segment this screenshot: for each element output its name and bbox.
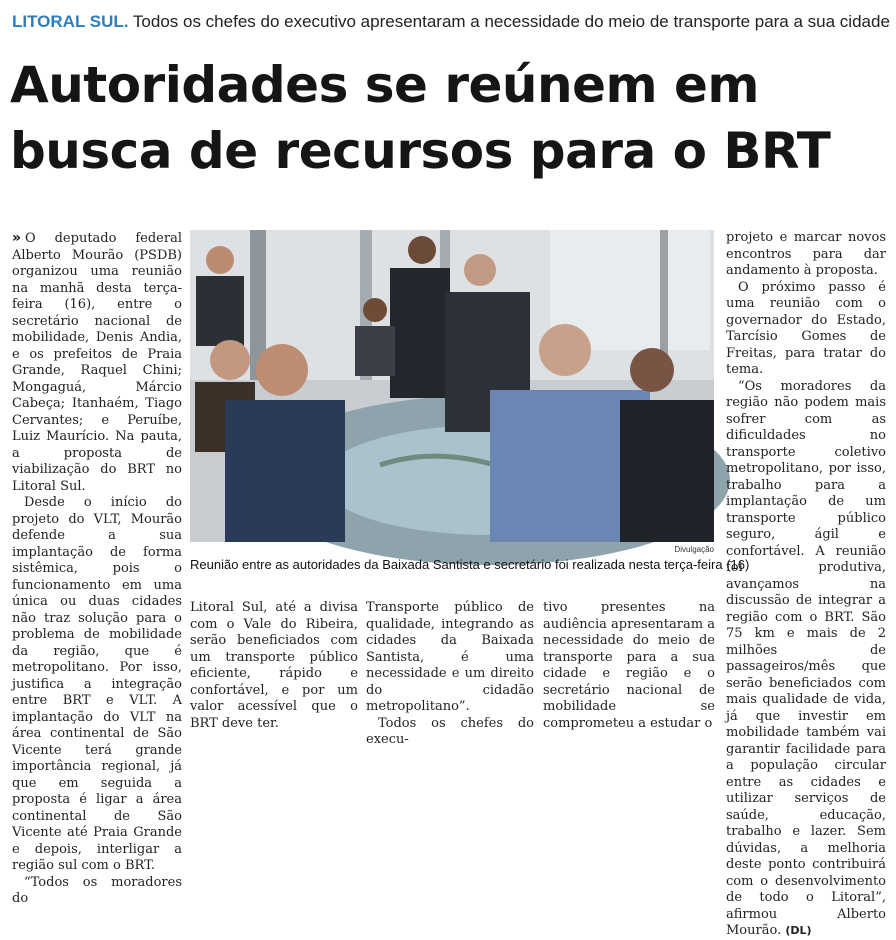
paragraph: Litoral Sul, até a divisa com o Vale do Ribeira, serão beneficiados com um transporte público eficiente, rápido e confortável, e por um valor acessível que o BRT deve ter. — [190, 600, 358, 731]
paragraph: Desde o início do projeto do VLT, Mourão defende a sua implantação de forma sistêmica, pois o funcionamento em uma única ou duas cidades não traz solução para o problema de mobilidade da região, que é metropolitano. Por isso, justifica a integração entre BRT e VLT. A implantação do VLT na área continental de São Vicente terá grande importância regional, já que em seguida a proposta é ligar a área continental de São Vicente até Praia Grande e depois, interligar a região sul com o BRT. — [12, 495, 182, 873]
article-column-4 — [543, 600, 715, 732]
meeting-photo — [190, 230, 714, 542]
paragraph: Transporte público de qualidade, integrando as cidades da Baixada Santista, é uma necessidade e um direito do cidadão metropolitano”. — [366, 600, 534, 714]
paragraph: Todos os chefes do execu- — [366, 715, 534, 747]
paragraph: O próximo passo é uma reunião com o governador do Estado, Tarcísio Gomes de Freitas, para tratar do tema. — [726, 279, 886, 377]
article-column-2 — [190, 600, 358, 732]
author-signature: (DL) — [785, 924, 812, 937]
article-column-3 — [366, 600, 534, 749]
article-column-5 — [726, 230, 886, 938]
chevron-right-icon: » — [12, 230, 22, 246]
photo-credit: Divulgação — [674, 545, 714, 554]
photo-caption: Reunião entre as autoridades da Baixada Santista e secretário foi realizada nesta terça-feira (16) — [190, 557, 750, 572]
paragraph — [726, 379, 886, 940]
kicker-subtitle: Todos os chefes do executivo apresentaram a necessidade do meio de transporte para a sua cidade — [132, 12, 890, 31]
headline — [10, 52, 890, 184]
paragraph: tivo presentes na audiência apresentaram a necessidade do meio de transporte para a sua cidade e região e o secretário nacional de mobilidade se comprometeu a estudar o — [543, 600, 715, 731]
headline-line-2: busca de recursos para o BRT — [10, 122, 831, 180]
lead-text: O deputado federal Alberto Mourão (PSDB) organizou uma reunião na manhã desta terça-feira (16), entre o secretário nacional de mobilidade, Denis Andia, e os prefeitos de Praia Grande, Raquel Chini; Mongaguá, Márcio Cabeça; Itanhaém, Tiago Cervantes; e Peruíbe, Luiz Maurício. Na pauta, a proposta de viabilização do BRT no Litoral Sul. — [12, 231, 182, 494]
meeting-photo-illustration — [190, 230, 714, 542]
article-column-1 — [12, 230, 182, 906]
paragraph — [12, 230, 182, 495]
kicker-line — [12, 12, 888, 38]
section-tag: LITORAL SUL. — [12, 12, 129, 31]
headline-line-1: Autoridades se reúnem em — [10, 56, 760, 114]
quote-text: “Os moradores da região não podem mais sofrer com as dificuldades no transporte coletivo metropolitano, por isso, trabalho para a implantação de um transporte público seguro, ágil e confortável. A reunião foi produtiva, avançamos na discussão de integrar a região com o BRT. São 75 km e mais de 2 milhões de passageiros/mês que serão beneficiados com mais qualidade de vida, já que investir em mobilidade também vai garantir facilidade para a população circular entre as cidades e utilizar serviços de saúde, educação, trabalho e lazer. Sem dúvidas, a melhoria deste ponto contribuirá com o desenvolvimento de todo o Litoral”, afirmou Alberto Mourão. — [726, 378, 886, 938]
paragraph: projeto e marcar novos encontros para dar andamento à proposta. — [726, 230, 886, 278]
paragraph: “Todos os moradores do — [12, 874, 182, 906]
